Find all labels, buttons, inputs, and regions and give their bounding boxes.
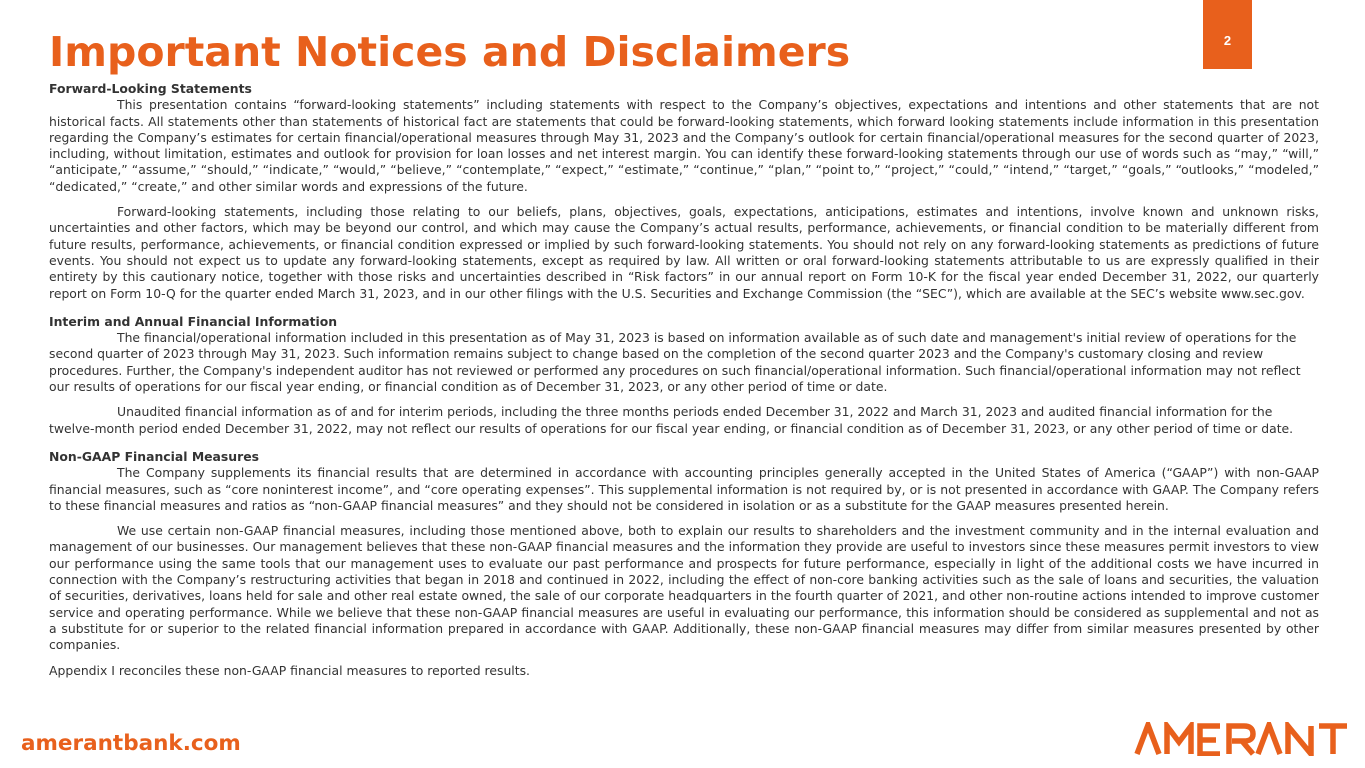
page-number-badge [1203,0,1252,69]
paragraph: Forward-looking statements, including those relating to our beliefs, plans, objectives, goals, expectations, anticipations, estimates and intentions, involve known and unknown risks, uncertainties and other factors, which may be beyond our control, and which may cause the Company’s actual results, performance, achievements, or financial condition to be materially different from future results, performance, achievements, or financial condition expressed or implied by such forward-looking statements. You should not rely on any forward-looking statements as predictions of future events. You should not expect us to update any forward-looking statements, except as required by law. All written or oral forward-looking statements attributable to us are expressly qualified in their entirety by this cautionary notice, together with those risks and uncertainties described in “Risk factors” in our annual report on Form 10-K for the fiscal year ended December 31, 2022, our quarterly report on Form 10-Q for the quarter ended March 31, 2023, and in our other filings with the U.S. Securities and Exchange Commission (the “SEC”), which are available at the SEC’s website www.sec.gov. [49,204,1319,301]
page-title: Important Notices and Disclaimers [49,28,851,76]
section-heading-interim: Interim and Annual Financial Information [49,313,338,329]
disclaimer-body [49,81,1319,679]
paragraph: Unaudited financial information as of and for interim periods, including the three months periods ended December 31, 2022 and March 31, 2023 and audited financial information for the twelve-month period ended December 31, 2022, may not reflect our results of operations for our fiscal year ending, or financial condition as of December 31, 2023, or any other period of time or date. [49,404,1294,436]
paragraph: Appendix I reconciles these non-GAAP financial measures to reported results. [49,662,530,678]
paragraph: We use certain non-GAAP financial measures, including those mentioned above, both to explain our results to shareholders and the investment community and in the internal evaluation and management of our businesses. Our management believes that these non-GAAP financial measures and the information they provide are useful to investors since these measures permit investors to view our performance using the same tools that our management uses to evaluate our past performance and prospects for future performance, especially in light of the additional costs we have incurred in connection with the Company’s restructuring activities that began in 2018 and continued in 2022, including the effect of non-core banking activities such as the sale of loans and securities, the valuation of securities, derivatives, loans held for sale and other real estate owned, the sale of our corporate headquarters in the fourth quarter of 2021, and other non-routine actions intended to improve customer service and operating performance. While we believe that these non-GAAP financial measures are useful in evaluating our performance, this information should be considered as supplemental and not as a substitute for or superior to the related financial information prepared in accordance with GAAP. Additionally, these non-GAAP financial measures may differ from similar measures presented by other companies. [49,523,1319,653]
amerant-logo [1134,722,1350,756]
paragraph: This presentation contains “forward-looking statements” including statements with respect to the Company’s objectives, expectations and intentions and other statements that are not historical facts. All statements other than statements of historical fact are statements that could be forward-looking statements, which forward looking statements include information in this presentation regarding the Company’s estimates for certain financial/operational measures through May 31, 2023 and the Company’s outlook for certain financial/operational measures for the second quarter of 2023, including, without limitation, estimates and outlook for provision for loan losses and net interest margin. You can identify these forward-looking statements through our use of words such as “may,” “will,” “anticipate,” “assume,” “should,” “indicate,” “would,” “believe,” “contemplate,” “expect,” “estimate,” “continue,” “plan,” “point to,” “project,” “could,” “intend,” “target,” “goals,” “outlooks,” “modeled,” “dedicated,” “create,” and other similar words and expressions of the future. [49,97,1319,194]
page-number: 2 [1223,33,1232,48]
website-link[interactable]: amerantbank.com [21,731,241,756]
paragraph: The financial/operational information included in this presentation as of May 31, 2023 is based on information available as of such date and management's initial review of operations for the second quarter of 2023 through May 31, 2023. Such information remains subject to change based on the completion of the second quarter 2023 and the Company's customary closing and review procedures. Further, the Company's independent auditor has not reviewed or performed any procedures on such financial/operational information. Such financial/operational information may not reflect our results of operations for our fiscal year ending, or financial condition as of December 31, 2023, or any other period of time or date. [49,330,1301,395]
paragraph: The Company supplements its financial results that are determined in accordance with accounting principles generally accepted in the United States of America (“GAAP”) with non-GAAP financial measures, such as “core noninterest income”, and “core operating expenses”. This supplemental information is not required by, or is not presented in accordance with GAAP. The Company refers to these financial measures and ratios as “non-GAAP financial measures” and they should not be considered in isolation or as a substitute for the GAAP measures presented herein. [49,465,1319,513]
section-heading-non-gaap: Non-GAAP Financial Measures [49,448,259,464]
section-heading-forward-looking: Forward-Looking Statements [49,81,252,96]
